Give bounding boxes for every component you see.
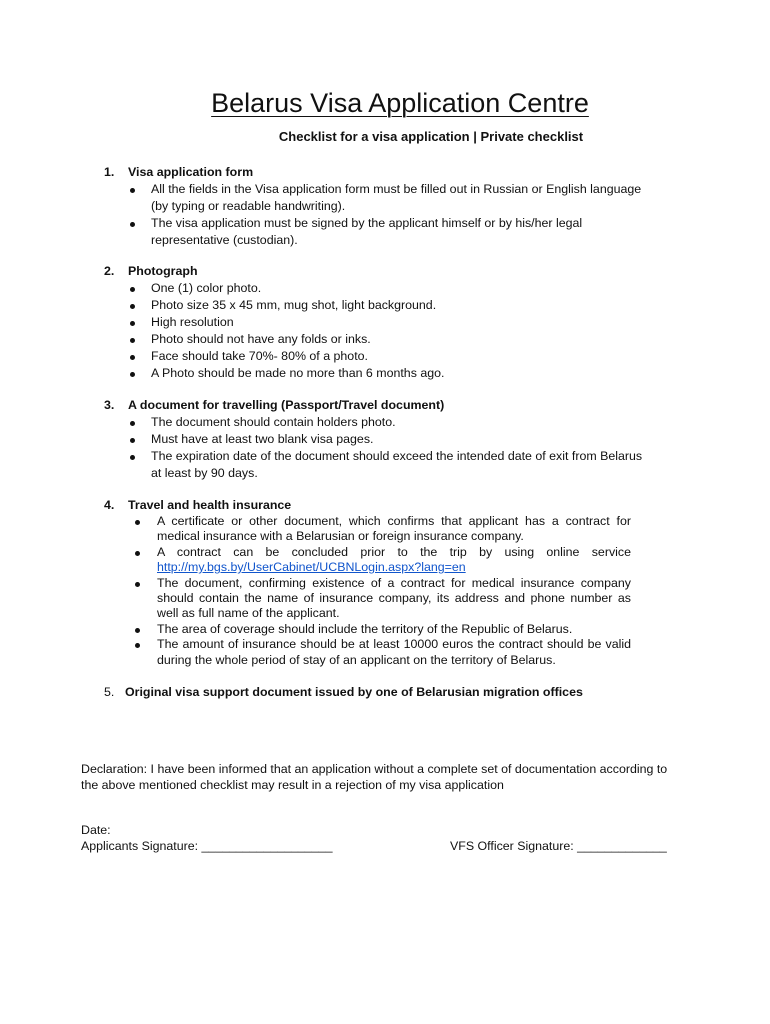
list-item: High resolution [104,314,644,331]
bullet-icon [130,304,135,309]
list-item: The visa application must be signed by the applicant himself or by his/her legal representative (custodian). [104,215,644,249]
list-item: One (1) color photo. [104,280,644,297]
bullet-icon [130,438,135,443]
page-subtitle: Checklist for a visa application | Private checklist [278,129,584,144]
page-title: Belarus Visa Application Centre [211,88,589,118]
section-support-document [104,684,664,701]
bullet-icon [130,421,135,426]
declaration-text: Declaration: I have been informed that an application without a complete set of documentation according to the above mentioned checklist may result in a rejection of my visa application [81,762,668,792]
bullet-icon [130,188,135,193]
section-heading [104,497,644,514]
section-title: Visa application form [128,165,254,179]
list-item: All the fields in the Visa application form must be filled out in Russian or English language (by typing or readable handwriting). [104,181,644,215]
bullet-list [104,181,644,249]
list-item: Photo should not have any folds or inks. [104,331,644,348]
list-item: Face should take 70%- 80% of a photo. [104,348,644,365]
bullet-icon [135,551,140,556]
officer-signature-field: VFS Officer Signature: _____________ [450,839,667,853]
date-field: Date: [81,823,111,837]
list-item: A Photo should be made no more than 6 months ago. [104,365,644,382]
bullet-icon [135,520,140,525]
bullet-icon [130,321,135,326]
bullet-list [104,414,644,482]
bullet-icon [130,455,135,460]
section-number: 4. [104,498,115,512]
bullet-icon [130,222,135,227]
section-heading [104,684,664,701]
bullet-icon [135,628,140,633]
list-item: The amount of insurance should be at least 10000 euros the contract should be valid during the whole period of stay of an applicant on the territory of Belarus. [104,637,631,668]
list-item: The document should contain holders photo. [104,414,644,431]
section-number: 2. [104,264,115,278]
section-number: 5. [104,685,115,699]
section-heading [104,263,644,280]
section-photograph [104,263,644,382]
section-travel-document [104,397,644,482]
list-item: Must have at least two blank visa pages. [104,431,644,448]
bullet-icon [135,582,140,587]
section-title: A document for travelling (Passport/Travel document) [128,398,445,412]
list-item: A certificate or other document, which confirms that applicant has a contract for medical insurance with a Belarusian or foreign insurance company. [104,514,631,545]
section-title: Original visa support document issued by one of Belarusian migration offices [125,685,583,699]
section-heading [104,397,644,414]
section-visa-form [104,164,644,249]
bullet-list [104,280,644,382]
list-item: A contract can be concluded prior to the trip by using online service http://my.bgs.by/UserCabinet/UCBNLogin.aspx?lang=en [104,545,631,576]
section-insurance [104,497,644,668]
section-title: Travel and health insurance [128,498,292,512]
section-number: 3. [104,398,115,412]
list-item: The expiration date of the document should exceed the intended date of exit from Belarus at least by 90 days. [104,448,644,482]
section-heading [104,164,644,181]
bullet-icon [130,372,135,377]
applicant-signature-field: Applicants Signature: ___________________ [81,839,333,853]
bullet-icon [130,287,135,292]
bullet-list [104,514,631,668]
bullet-icon [135,643,140,648]
section-title: Photograph [128,264,198,278]
list-item: Photo size 35 x 45 mm, mug shot, light background. [104,297,644,314]
section-number: 1. [104,165,115,179]
list-item: The area of coverage should include the territory of the Republic of Belarus. [104,622,631,637]
bullet-icon [130,355,135,360]
list-item: The document, confirming existence of a contract for medical insurance company should contain the name of insurance company, its address and phone number as well as full name of the applicant. [104,576,631,622]
bullet-icon [130,338,135,343]
insurance-service-link[interactable]: http://my.bgs.by/UserCabinet/UCBNLogin.aspx?lang=en [157,560,466,575]
